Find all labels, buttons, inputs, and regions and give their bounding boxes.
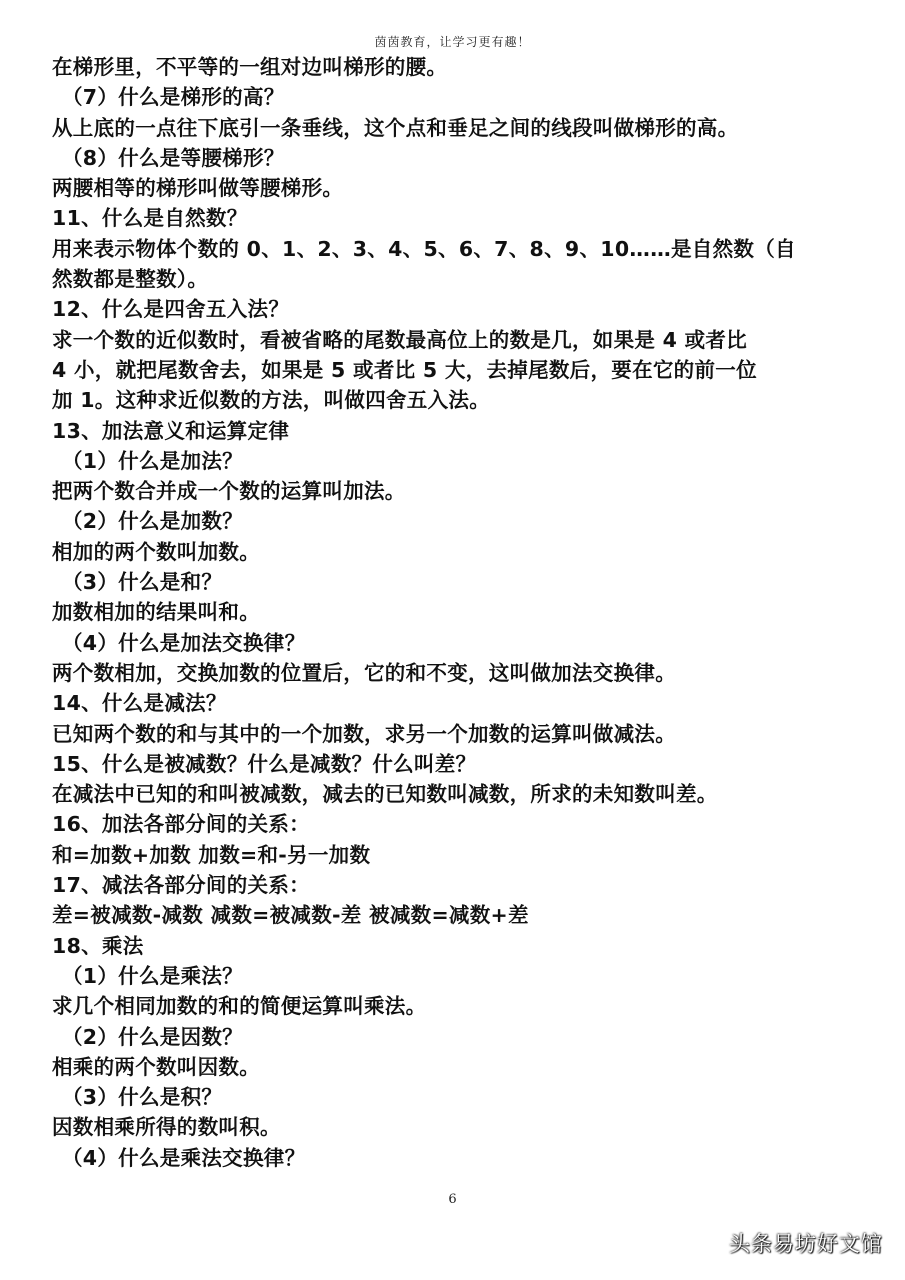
section-heading: 17、减法各部分间的关系： — [52, 873, 310, 898]
question-line: （7）什么是梯形的高？ — [62, 85, 285, 110]
answer-line: 用来表示物体个数的 0、1、2、3、4、5、6、7、8、9、10……是自然数（自 — [52, 236, 796, 261]
answer-line: 加数相加的结果叫和。 — [52, 600, 260, 625]
answer-line: 和=加数+加数 加数=和-另一加数 — [52, 842, 371, 867]
question-line: （1）什么是加法？ — [62, 448, 243, 473]
answer-line: 在减法中已知的和叫被减数，减去的已知数叫减数，所求的未知数叫差。 — [52, 782, 718, 807]
header-tagline: 茵茵教育，让学习更有趣！ — [374, 35, 531, 49]
answer-line: 求几个相同加数的和的简便运算叫乘法。 — [52, 994, 427, 1019]
answer-line: 在梯形里，不平等的一组对边叫梯形的腰。 — [52, 55, 448, 79]
answer-line: 加 1。这种求近似数的方法，叫做四舍五入法。 — [52, 388, 490, 413]
answer-line: 然数都是整数）。 — [52, 267, 209, 292]
answer-line: 已知两个数的和与其中的一个加数，求另一个加数的运算叫做减法。 — [52, 721, 676, 746]
answer-line: 差=被减数-减数 减数=被减数-差 被减数=减数+差 — [52, 903, 529, 928]
question-line: （3）什么是和？ — [62, 570, 223, 595]
answer-line: 相加的两个数叫加数。 — [52, 539, 260, 564]
question-line: （8）什么是等腰梯形？ — [62, 145, 285, 170]
question-line: （4）什么是加法交换律？ — [62, 630, 306, 655]
section-heading: 13、加法意义和运算定律 — [52, 418, 290, 443]
section-heading: 18、乘法 — [52, 933, 144, 958]
document-body — [52, 52, 864, 1173]
section-heading: 12、什么是四舍五入法？ — [52, 297, 290, 322]
question-line: （4）什么是乘法交换律？ — [62, 1145, 306, 1170]
question-line: （1）什么是乘法？ — [62, 963, 243, 988]
question-line: （3）什么是积？ — [62, 1085, 223, 1110]
watermark: 头条易坊好文馆 — [729, 1232, 883, 1256]
question-line: （2）什么是加数？ — [62, 509, 243, 534]
answer-line: 两个数相加，交换加数的位置后，它的和不变，这叫做加法交换律。 — [52, 660, 676, 685]
question-line: （2）什么是因数？ — [62, 1024, 243, 1049]
page-number: 6 — [448, 1192, 457, 1207]
answer-line: 相乘的两个数叫因数。 — [52, 1054, 260, 1079]
answer-line: 4 小，就把尾数舍去，如果是 5 或者比 5 大，去掉尾数后，要在它的前一位 — [52, 357, 757, 382]
answer-line: 两腰相等的梯形叫做等腰梯形。 — [52, 176, 344, 201]
answer-line: 因数相乘所得的数叫积。 — [52, 1115, 281, 1140]
section-heading: 14、什么是减法？ — [52, 691, 227, 716]
section-heading: 11、什么是自然数？ — [52, 206, 248, 231]
section-heading: 16、加法各部分间的关系： — [52, 812, 310, 837]
answer-line: 求一个数的近似数时，看被省略的尾数最高位上的数是几，如果是 4 或者比 — [52, 327, 748, 352]
answer-line: 把两个数合并成一个数的运算叫加法。 — [52, 479, 406, 504]
section-heading: 15、什么是被减数？什么是减数？什么叫差？ — [52, 751, 477, 776]
answer-line: 从上底的一点往下底引一条垂线，这个点和垂足之间的线段叫做梯形的高。 — [52, 115, 739, 140]
